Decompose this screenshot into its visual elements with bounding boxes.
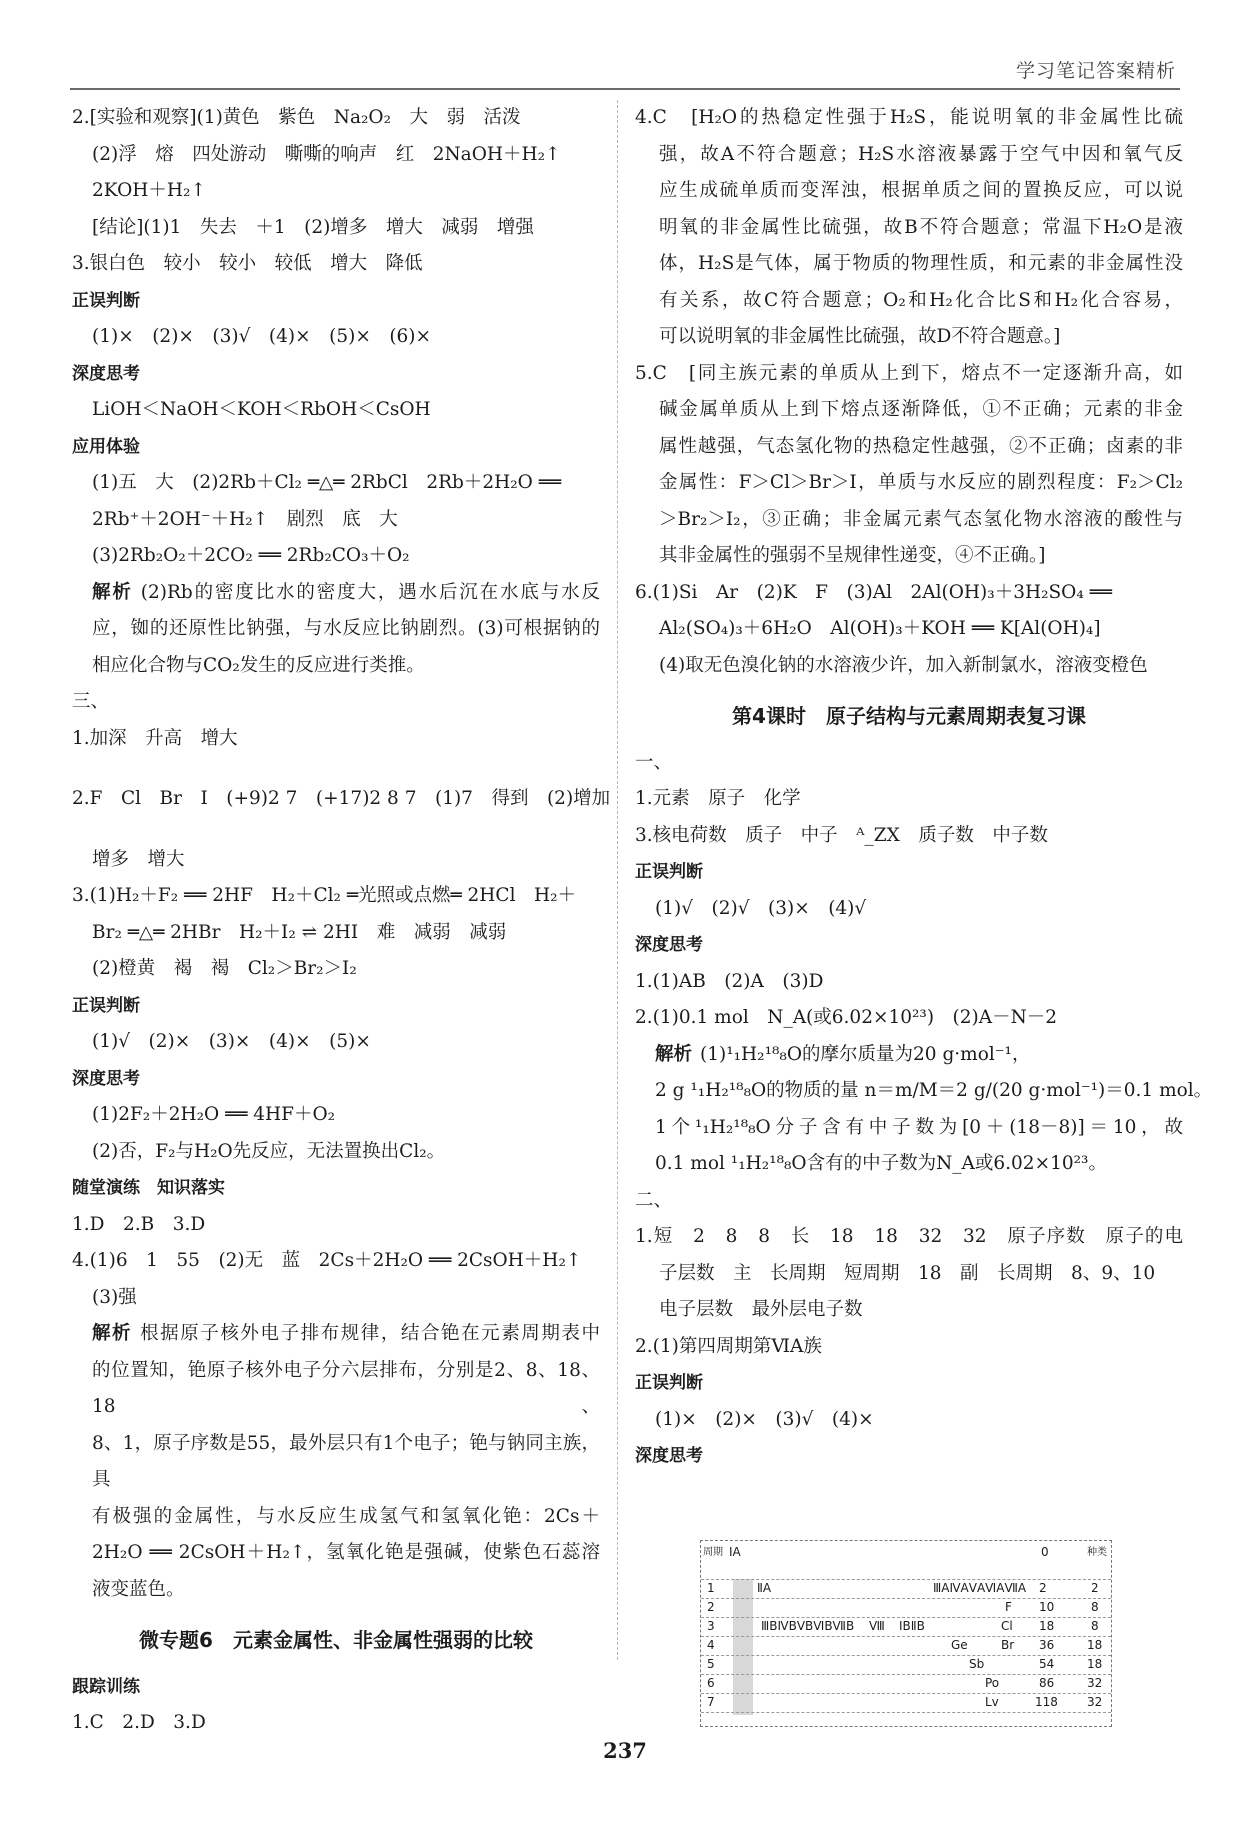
line-text: 液变蓝色。 [92,1578,185,1600]
text-line [72,1572,600,1609]
period-number: 3 [707,1619,715,1633]
explanation-label: 解析 [92,581,133,603]
line-text: 明氧的非金属性比硫强，故B不符合题意；常温下H₂O是液 [659,216,1183,238]
page-number: 237 [603,1738,647,1763]
line-text: 2 g ¹₁H₂¹⁸₈O的物质的量 n＝m/M＝2 g/(20 g·mol⁻¹)＝0.1 mol。 [655,1080,1213,1101]
line-text: 1.(1)AB (2)A (3)D [635,970,824,992]
text-line [635,575,1183,612]
line-text: (1)√ (2)√ (3)× (4)√ [655,897,867,919]
group-0-label: 0 [1041,1545,1049,1559]
text-line [635,319,1183,356]
kind-count: 18 [1087,1657,1103,1671]
line-text: (4)取无色溴化钠的水溶液少许，加入新制氯水，溶液变橙色 [659,654,1148,676]
text-line [72,173,600,210]
text-line [635,100,1183,137]
line-text: 1个¹₁H₂¹⁸₈O分子含有中子数为[0＋(18－8)]＝10，故 [655,1116,1183,1138]
text-line [72,648,600,685]
line-text: (2)Rb的密度比水的密度大，遇水后沉在水底与水反 [140,581,600,603]
line-text: 3.银白色 较小 较小 较低 增大 降低 [72,253,423,274]
group-1a-label: ⅠA [729,1545,741,1559]
text-line [635,781,1183,818]
text-line [72,781,611,818]
text-line [72,878,600,915]
text-line [72,137,600,174]
noble-number: 86 [1039,1676,1055,1690]
text-line [635,1110,1183,1147]
table-shaded-column [733,1579,753,1715]
text-line [72,538,600,575]
text-line [635,1146,1183,1183]
period-number: 6 [707,1676,715,1690]
text-line [72,1535,600,1572]
line-text: 三、 [72,691,110,712]
line-text: Br₂ ═△═ 2HBr H₂＋I₂ ⇌ 2HI 难 减弱 减弱 [92,921,507,943]
text-line [635,1292,1183,1329]
kind-count: 2 [1091,1581,1099,1595]
subsection-heading [72,283,600,320]
text-line [72,575,600,612]
line-text: (2)橙黄 褐 褐 Cl₂＞Br₂＞I₂ [92,958,357,979]
text-line [635,648,1183,685]
text-line [72,1426,600,1499]
text-line [635,173,1183,210]
line-text: 0.1 mol ¹₁H₂¹⁸₈O含有的中子数为N_A或6.02×10²³。 [655,1153,1107,1174]
kinds-label: 种类 [1087,1547,1107,1558]
line-text: [结论](1)1 失去 ＋1 (2)增多 增大 减弱 增强 [92,216,534,238]
line-text: 碱金属单质从上到下熔点逐渐降低，①不正确；元素的非金 [659,399,1183,420]
line-text: 属性越强，气态氢化物的热稳定性越强，②不正确；卤素的非 [659,435,1183,457]
explanation-label: 解析 [655,1043,693,1065]
text-line [72,684,600,721]
text-line [635,356,1183,393]
blank-line [72,757,600,781]
text-line [72,611,600,648]
noble-number: 118 [1035,1695,1058,1709]
line-text: 应，铷的还原性比钠强，与水反应比钠剧烈。(3)可根据钠的 [92,618,600,639]
line-text: ＞Br₂＞I₂，③正确；非金属元素气态氢化物水溶液的酸性与 [659,508,1183,530]
noble-number: 18 [1039,1619,1055,1633]
line-text: 4.C [H₂O的热稳定性强于H₂S，能说明氧的非金属性比硫 [635,107,1183,128]
text-line [635,964,1183,1001]
line-text: 1.加深 升高 增大 [72,727,238,749]
text-line [635,1073,1213,1110]
group-2a-label: ⅡA [757,1581,772,1595]
text-line [72,951,600,988]
line-text: 6.(1)Si Ar (2)K F (3)Al 2Al(OH)₃＋3H₂SO₄ ══ [635,581,1112,603]
element-symbol: Ge [951,1638,968,1652]
line-text: 3.(1)H₂＋F₂ ══ 2HF H₂＋Cl₂ ═光照或点燃═ 2HCl H₂＋ [72,885,577,906]
line-text: 根据原子核外电子排布规律，结合铯在元素周期表中 [140,1323,600,1344]
text-line [635,392,1183,429]
line-text: 2.(1)第四周期第ⅥA族 [635,1335,822,1357]
line-text: 1.C 2.D 3.D [72,1712,206,1733]
line-text: 有关系，故C符合题意；O₂和H₂化合比S和H₂化合容易， [659,289,1183,311]
line-text: 一、 [635,751,673,773]
subsection-heading [635,854,1183,891]
text-line [635,611,1183,648]
table-rule [701,1598,1111,1599]
text-line [635,137,1183,174]
page-header [70,52,1180,90]
line-text: 强，故A不符合题意；H₂S水溶液暴露于空气中因和氧气反 [659,143,1183,165]
line-text: 深度思考 [635,1446,703,1466]
line-text: 正误判断 [635,862,703,882]
line-text: 1.D 2.B 3.D [72,1213,206,1235]
subsection-heading [72,429,600,466]
text-line [72,1207,600,1244]
line-text: 正误判断 [635,1373,703,1393]
text-line [72,210,600,247]
table-rule [701,1655,1111,1656]
line-text: (1)¹₁H₂¹⁸₈O的摩尔质量为20 g·mol⁻¹， [700,1043,1031,1065]
line-text: (1)× (2)× (3)√ (4)× [655,1408,874,1430]
b-groups-label: ⅠBⅡB [899,1619,925,1633]
text-line [72,721,600,758]
text-line [635,1000,1183,1037]
element-symbol: Cl [1001,1619,1013,1633]
text-line [72,392,600,429]
line-text: 金属性：F＞Cl＞Br＞I，单质与水反应的剧烈程度：F₂＞Cl₂ [659,472,1183,493]
element-symbol: F [1005,1600,1012,1614]
table-rule [701,1579,1111,1580]
right-column [635,100,1213,1475]
line-text: 跟踪训练 [72,1676,140,1697]
line-text: 深度思考 [72,363,140,384]
line-text: 子层数 主 长周期 短周期 18 副 长周期 8、9、10 [659,1262,1156,1284]
subsection-heading [635,927,1183,964]
period-number: 4 [707,1638,715,1652]
periodic-table-diagram [700,1540,1112,1727]
line-text: 2.[实验和观察](1)黄色 紫色 Na₂O₂ 大 弱 活泼 [72,107,521,128]
line-text: LiOH＜NaOH＜KOH＜RbOH＜CsOH [92,399,431,420]
line-text: 2H₂O ══ 2CsOH＋H₂↑，氢氧化铯是强碱，使紫色石蕊溶 [92,1542,600,1563]
line-text: 其非金属性的强弱不呈规律性递变，④不正确。] [659,545,1046,566]
text-line [72,1705,600,1742]
line-text: 2.F Cl Br I (+9)2 7 (+17)2 8 7 (1)7 得到 (2)增加 [72,788,611,809]
text-line [72,1499,600,1536]
line-text: 2KOH＋H₂↑ [92,180,206,201]
table-rule [701,1674,1111,1675]
group-viii-label: Ⅷ [869,1619,885,1633]
text-line [635,283,1183,320]
column-divider [617,100,618,1660]
text-line [635,1402,1183,1439]
line-text: 随堂演练 知识落实 [72,1178,225,1198]
line-text: (3)2Rb₂O₂＋2CO₂ ══ 2Rb₂CO₃＋O₂ [92,545,410,566]
explanation-label: 解析 [92,1323,133,1344]
text-line [72,1316,600,1353]
kind-count: 32 [1087,1676,1103,1690]
line-text: 正误判断 [72,995,140,1016]
table-rule [701,1617,1111,1618]
line-text: (3)强 [92,1286,137,1308]
table-corner-label: 周期 [703,1547,723,1558]
noble-number: 36 [1039,1638,1055,1652]
kind-count: 8 [1091,1619,1099,1633]
line-text: 2Rb⁺＋2OH⁻＋H₂↑ 剧烈 底 大 [92,508,398,530]
text-line [72,502,600,539]
subsection-heading [72,1170,600,1207]
text-line [635,891,1183,928]
kind-count: 8 [1091,1600,1099,1614]
table-rule [701,1636,1111,1637]
line-text: Al₂(SO₄)₃＋6H₂O Al(OH)₃＋KOH ══ K[Al(OH)₄] [659,618,1101,639]
text-line [635,1256,1183,1293]
table-rule [701,1693,1111,1694]
kind-count: 18 [1087,1638,1103,1652]
text-line [72,465,600,502]
text-line [72,1097,600,1134]
text-line [72,1134,600,1171]
line-text: 应用体验 [72,436,140,457]
element-symbol: Po [985,1676,1000,1690]
text-line [635,246,1183,283]
line-text: 的位置知，铯原子核外电子分六层排布，分别是2、8、18、18、 [92,1359,600,1417]
text-line [72,915,600,952]
element-symbol: Br [1001,1638,1015,1652]
text-line [72,1024,600,1061]
blank-line [72,818,600,842]
line-text: 二、 [635,1189,673,1211]
line-text: 体，H₂S是气体，属于物质的物理性质，和元素的非金属性没 [659,253,1183,274]
text-line [635,210,1183,247]
text-line [72,100,600,137]
noble-number: 54 [1039,1657,1055,1671]
text-line [635,502,1183,539]
line-text: (2)否，F₂与H₂O先反应，无法置换出Cl₂。 [92,1140,446,1162]
line-text: 1.短 2 8 8 长 18 18 32 32 原子序数 原子的电 [635,1226,1183,1247]
noble-number: 10 [1039,1600,1055,1614]
section-title [72,1622,600,1659]
b-groups-label: ⅢBⅣBⅤBⅥBⅦB [761,1619,855,1633]
line-text: 微专题6 元素金属性、非金属性强弱的比较 [139,1628,533,1652]
line-text: 1.元素 原子 化学 [635,788,801,809]
period-number: 2 [707,1600,715,1614]
line-text: 电子层数 最外层电子数 [659,1299,863,1320]
line-text: (2)浮 熔 四处游动 嘶嘶的响声 红 2NaOH＋H₂↑ [92,143,561,165]
line-text: 正误判断 [72,290,140,311]
main-groups-label: ⅢAⅣAⅤAⅥAⅦA [933,1581,1027,1595]
text-line [635,429,1183,466]
kind-count: 32 [1087,1695,1103,1709]
section-title [635,698,1183,735]
text-line [72,319,600,356]
line-text: (1)2F₂＋2H₂O ══ 4HF＋O₂ [92,1104,336,1125]
subsection-heading [635,1438,1183,1475]
line-text: 5.C [同主族元素的单质从上到下，熔点不一定逐渐升高，如 [635,362,1183,384]
element-symbol: Lv [985,1695,999,1709]
text-line [635,1037,1183,1074]
line-text: 3.核电荷数 质子 中子 ᴬ_ZX 质子数 中子数 [635,824,1048,846]
text-line [635,745,1183,782]
text-line [72,1243,600,1280]
line-text: 第4课时 原子结构与元素周期表复习课 [732,704,1086,728]
line-text: 相应化合物与CO₂发生的反应进行类推。 [92,654,425,676]
text-line [72,246,600,283]
subsection-heading [72,356,600,393]
left-column [72,100,611,1742]
line-text: 2.(1)0.1 mol N_A(或6.02×10²³) (2)A－N－2 [635,1007,1058,1028]
line-text: 增多 增大 [92,848,185,870]
line-text: 深度思考 [635,935,703,955]
text-line [635,1329,1183,1366]
text-line [635,1219,1183,1256]
noble-number: 2 [1039,1581,1047,1595]
line-text: 4.(1)6 1 55 (2)无 蓝 2Cs＋2H₂O ══ 2CsOH＋H₂↑ [72,1250,582,1271]
subsection-heading [72,1061,600,1098]
subsection-heading [635,1365,1183,1402]
header-title: 学习笔记答案精析 [1015,60,1176,82]
element-symbol: Sb [969,1657,985,1671]
text-line [635,538,1183,575]
subsection-heading [72,988,600,1025]
text-line [635,465,1183,502]
text-line [72,842,600,879]
line-text: 有极强的金属性，与水反应生成氢气和氢氧化铯：2Cs＋ [92,1505,600,1527]
text-line [72,1280,600,1317]
line-text: 可以说明氧的非金属性比硫强，故D不符合题意。] [659,326,1061,347]
table-rule [701,1712,1111,1713]
period-number: 1 [707,1581,715,1595]
text-line [72,1353,600,1426]
line-text: (1)× (2)× (3)√ (4)× (5)× (6)× [92,326,432,347]
line-text: 8、1，原子序数是55，最外层只有1个电子；铯与钠同主族，具 [92,1432,600,1490]
line-text: (1)五 大 (2)2Rb＋Cl₂ ═△═ 2RbCl 2Rb＋2H₂O ══ [92,472,562,493]
period-number: 7 [707,1695,715,1709]
subsection-heading [72,1669,600,1706]
line-text: (1)√ (2)× (3)× (4)× (5)× [92,1031,371,1052]
text-line [635,818,1183,855]
line-text: 深度思考 [72,1068,140,1089]
text-line [635,1183,1183,1220]
line-text: 应生成硫单质而变浑浊，根据单质之间的置换反应，可以说 [659,180,1183,201]
period-number: 5 [707,1657,715,1671]
